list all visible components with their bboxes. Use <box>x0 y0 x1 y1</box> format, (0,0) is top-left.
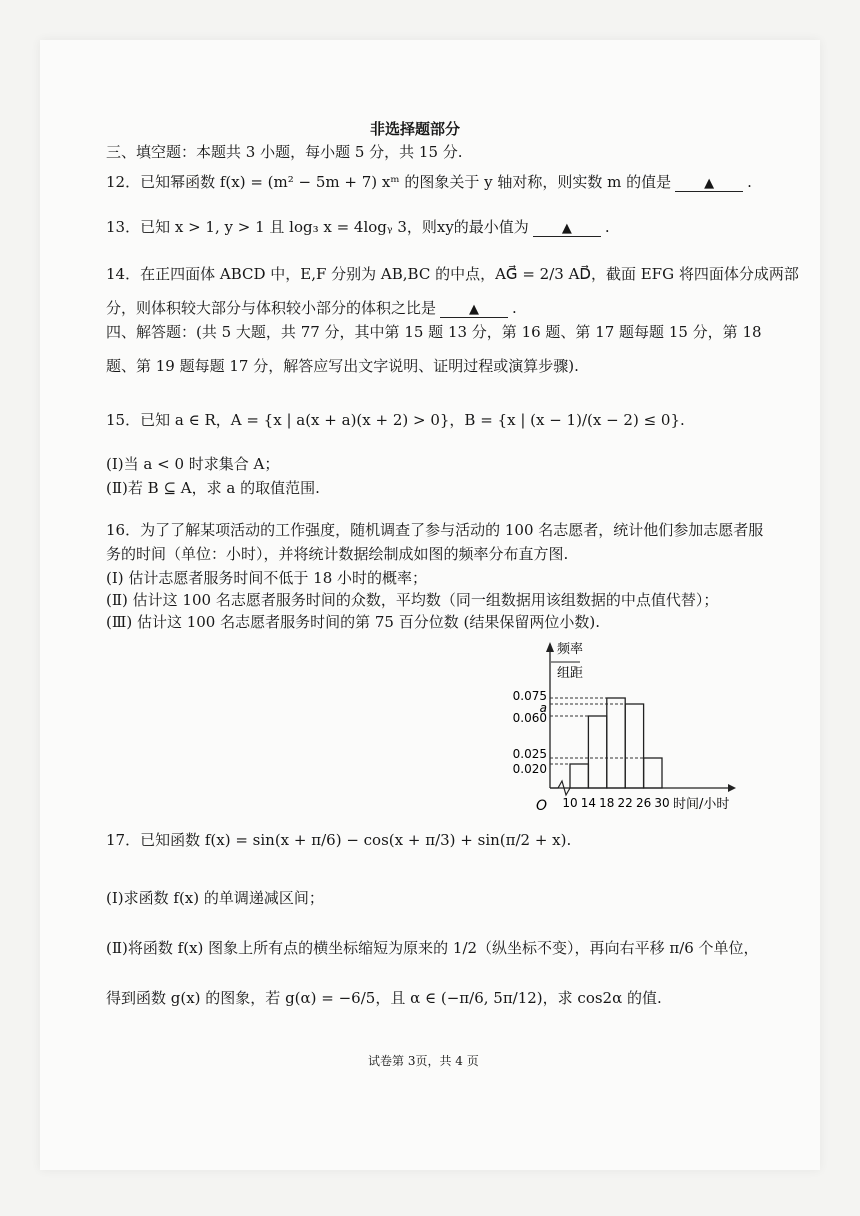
origin-label: O <box>536 798 548 812</box>
question-14-text: 分，则体积较大部分与体积较小部分的体积之比是 <box>106 299 437 317</box>
x-tick-label-26: 26 <box>635 796 652 810</box>
y-label-bottom: 组距 <box>557 666 584 681</box>
question-14-line1: 14．在正四面体 ABCD 中，E,F 分别为 AB,BC 的中点，AG⃗ = 2/3 AD⃗，截面 EFG 将四面体分成两部 <box>106 265 799 283</box>
question-16-line1: 16．为了了解某项活动的工作强度，随机调查了参与活动的 100 名志愿者，统计他们参加志愿者服 <box>106 521 764 539</box>
question-13-text: 13．已知 x > 1, y > 1 且 log₃ x = 4logᵧ 3，则xy的最小值为 <box>106 218 529 236</box>
y-axis-arrow <box>546 642 554 652</box>
x-tick-label-30: 30 <box>654 796 670 810</box>
question-17-part1: (Ⅰ)求函数 f(x) 的单调递减区间； <box>106 889 324 907</box>
question-17-stem: 17．已知函数 f(x) = sin(x + π/6) − cos(x + π/3) + sin(π/2 + x). <box>106 831 572 849</box>
x-tick-label-18: 18 <box>599 796 615 810</box>
histogram-bar-18-22 <box>607 698 625 788</box>
y-tick-label-2: 0.060 <box>512 711 547 725</box>
x-tick-label-22: 22 <box>617 796 633 810</box>
question-12-text: 12．已知幂函数 f(x) = (m² − 5m + 7) xᵐ 的图象关于 y 轴对称，则实数 m 的值是 <box>106 173 672 191</box>
answers-header-line2: 题、第 19 题每题 17 分，解答应写出文字说明、证明过程或演算步骤). <box>106 357 579 375</box>
triangle-mark: ▲ <box>704 176 715 191</box>
y-tick-label-3: 0.025 <box>512 747 547 761</box>
question-16-part2: (Ⅱ) 估计这 100 名志愿者服务时间的众数，平均数（同一组数据用该组数据的中点值代替）； <box>106 591 719 609</box>
triangle-mark: ▲ <box>561 221 572 236</box>
question-16-part1: (Ⅰ) 估计志愿者服务时间不低于 18 小时的概率； <box>106 569 428 587</box>
page-footer: 试卷第 3页，共 4 页 <box>368 1054 479 1068</box>
frequency-histogram <box>500 636 800 812</box>
histogram-bar-10-14 <box>570 764 588 788</box>
triangle-mark: ▲ <box>469 302 480 317</box>
histogram-bar-26-30 <box>644 758 662 788</box>
question-15-part1: (Ⅰ)当 a < 0 时求集合 A； <box>106 455 280 473</box>
answer-blank-12 <box>675 176 743 192</box>
x-tick-label-10: 10 <box>562 796 578 810</box>
question-14-end: . <box>512 299 517 317</box>
answers-header-line1: 四、解答题：(共 5 大题，共 77 分，其中第 15 题 13 分，第 16 题、第 17 题每题 15 分，第 18 <box>106 323 762 341</box>
question-17-part3: 得到函数 g(x) 的图象，若 g(α) = −6/5，且 α ∈ (−π/6, 5π/12)，求 cos2α 的值. <box>106 989 662 1007</box>
y-tick-label-1: a <box>539 701 547 715</box>
x-tick-label-14: 14 <box>580 796 597 810</box>
histogram-bar-22-26 <box>625 704 643 788</box>
y-tick-label-0: 0.075 <box>512 689 547 703</box>
question-15-stem: 15．已知 a ∈ R，A = {x | a(x + a)(x + 2) > 0}，B = {x | (x − 1)/(x − 2) ≤ 0}. <box>106 411 685 429</box>
question-16-line2: 务的时间（单位：小时），并将统计数据绘制成如图的频率分布直方图. <box>106 545 569 563</box>
section-title: 非选择题部分 <box>370 120 461 138</box>
y-tick-label-4: 0.020 <box>512 762 547 776</box>
answer-blank-13 <box>533 221 601 237</box>
question-12 <box>106 172 752 192</box>
x-axis-arrow <box>728 784 736 792</box>
question-15-part2: (Ⅱ)若 B ⊆ A，求 a 的取值范围. <box>106 479 320 497</box>
question-12-end: . <box>747 173 752 191</box>
answer-blank-14 <box>440 302 508 318</box>
x-axis-label: 时间/小时 <box>673 797 730 812</box>
fill-in-header: 三、填空题：本题共 3 小题，每小题 5 分，共 15 分. <box>106 143 463 161</box>
question-13-end: . <box>604 218 610 236</box>
question-17-part2: (Ⅱ)将函数 f(x) 图象上所有点的横坐标缩短为原来的 1/2（纵坐标不变），再向右平移 π/6 个单位， <box>106 939 759 957</box>
y-label-top: 频率 <box>557 642 584 657</box>
question-13 <box>106 217 610 237</box>
question-16-part3: (Ⅲ) 估计这 100 名志愿者服务时间的第 75 百分位数 (结果保留两位小数). <box>106 613 600 631</box>
histogram-bar-14-18 <box>588 716 606 788</box>
question-14-line2 <box>106 298 517 318</box>
